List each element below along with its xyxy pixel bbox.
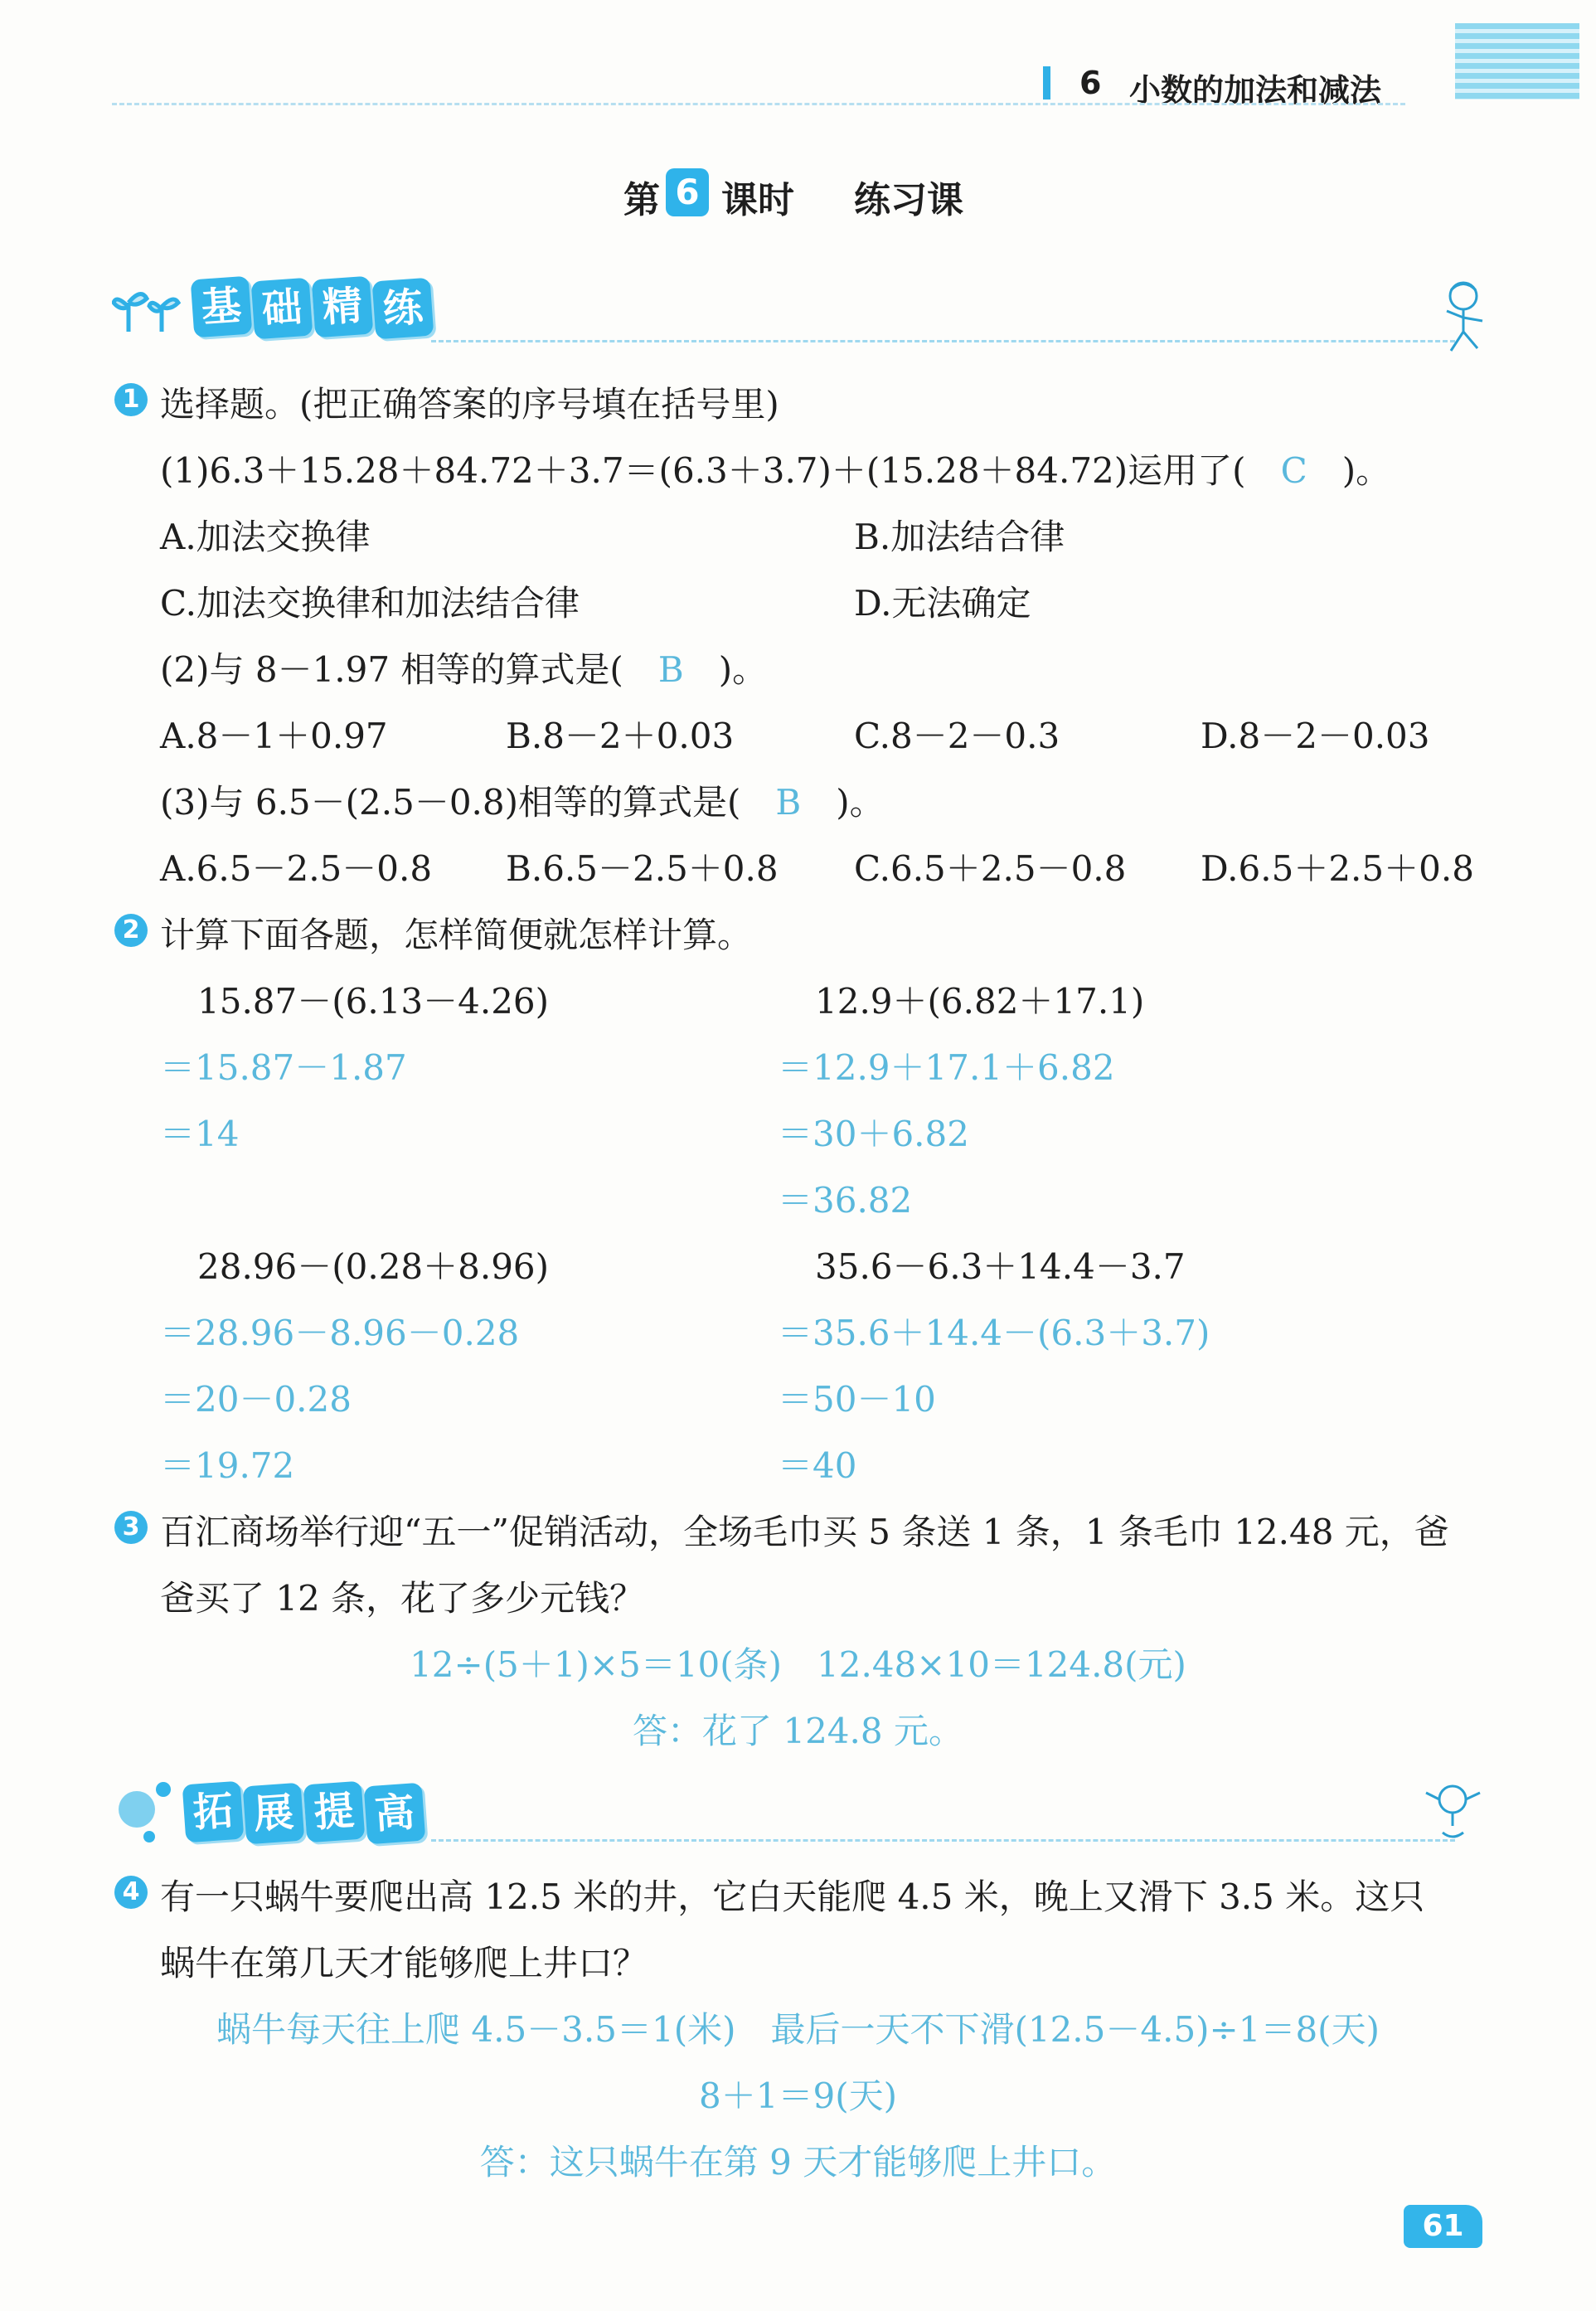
option-c: C.8－2－0.3 <box>854 716 1060 756</box>
question-number-badge: 2 <box>114 914 148 947</box>
header-divider <box>1043 66 1050 100</box>
option-d: D.8－2－0.03 <box>1201 716 1430 756</box>
header-rule <box>112 103 1405 105</box>
calc-step: ＝12.9＋17.1＋6.82 <box>778 1047 1115 1088</box>
option-a: A.6.5－2.5－0.8 <box>160 848 433 889</box>
page-number: 61 <box>1404 2205 1482 2248</box>
banner-char: 高 <box>364 1783 426 1845</box>
calc-step: ＝40 <box>778 1445 857 1486</box>
lesson-name: 练习课 <box>854 179 963 221</box>
q4-solution-line2: 8＋1＝9(天) <box>699 2076 897 2116</box>
q4-answer: 答：这只蜗牛在第 9 天才能够爬上井口。 <box>479 2142 1117 2182</box>
calc-expression: 12.9＋(6.82＋17.1) <box>815 981 1145 1022</box>
calc-expression: 35.6－6.3＋14.4－3.7 <box>815 1246 1186 1287</box>
calc-expression: 28.96－(0.28＋8.96) <box>197 1246 550 1287</box>
option-d: D.无法确定 <box>854 583 1031 624</box>
banner-char: 展 <box>243 1783 305 1845</box>
calc-step: ＝36.82 <box>778 1180 913 1221</box>
q4-text-line1: 有一只蜗牛要爬出高 12.5 米的井，它白天能爬 4.5 米，晚上又滑下 3.5 米。这只 <box>160 1876 1425 1917</box>
q3-text-line2: 爸买了 12 条，花了多少元钱？ <box>160 1578 645 1619</box>
answer-value: B <box>775 782 802 823</box>
banner-char: 础 <box>251 278 313 340</box>
q1-part2-stem: (2)与 8－1.97 相等的算式是( B )。 <box>160 649 768 690</box>
question-number-badge: 3 <box>114 1511 148 1544</box>
section-rule <box>431 1839 1455 1842</box>
unit-title: 小数的加法和减法 <box>1129 72 1382 109</box>
calc-step: ＝35.6＋14.4－(6.3＋3.7) <box>778 1313 1210 1353</box>
q3-text-line1: 百汇商场举行迎“五一”促销活动，全场毛巾买 5 条送 1 条，1 条毛巾 12.48 元，爸 <box>160 1512 1449 1552</box>
calc-step: ＝15.87－1.87 <box>160 1047 407 1088</box>
option-c: C.6.5＋2.5－0.8 <box>854 848 1127 889</box>
bubbles-icon <box>112 1775 187 1849</box>
calc-step: ＝50－10 <box>778 1379 936 1420</box>
section-rule <box>431 340 1455 342</box>
option-b: B.加法结合律 <box>854 517 1065 557</box>
calc-step: ＝14 <box>160 1114 240 1154</box>
banner-char: 练 <box>372 278 434 340</box>
option-a: A.加法交换律 <box>160 517 371 557</box>
q1-part1-stem: (1)6.3＋15.28＋84.72＋3.7＝(6.3＋3.7)＋(15.28＋84.72)运用了( C )。 <box>160 450 1391 491</box>
question-number-badge: 4 <box>114 1876 148 1909</box>
kid-doodle-icon <box>1418 1775 1488 1845</box>
banner-char: 提 <box>303 1781 366 1843</box>
calc-step: ＝20－0.28 <box>160 1379 352 1420</box>
calc-step: ＝28.96－8.96－0.28 <box>160 1313 520 1353</box>
banner-char: 基 <box>191 276 253 338</box>
q4-solution-line1: 蜗牛每天往上爬 4.5－3.5＝1(米) 最后一天不下滑(12.5－4.5)÷1＝8(天) <box>216 2009 1380 2050</box>
q2-prompt: 计算下面各题，怎样简便就怎样计算。 <box>160 915 753 955</box>
answer-value: C <box>1280 450 1307 491</box>
calc-step: ＝19.72 <box>160 1445 295 1486</box>
sprout-icon <box>112 278 182 336</box>
unit-number: 6 <box>1079 65 1102 101</box>
lesson-number: 6 <box>666 168 709 216</box>
calc-step: ＝30＋6.82 <box>778 1114 969 1154</box>
header-decoration <box>1455 23 1579 100</box>
option-d: D.6.5＋2.5＋0.8 <box>1201 848 1474 889</box>
q1-part3-stem: (3)与 6.5－(2.5－0.8)相等的算式是( B )。 <box>160 782 885 823</box>
calc-expression: 15.87－(6.13－4.26) <box>197 981 550 1022</box>
q4-text-line2: 蜗牛在第几天才能够爬上井口？ <box>160 1943 648 1983</box>
q3-answer: 答：花了 124.8 元。 <box>633 1711 963 1751</box>
title-prefix: 第 <box>623 179 660 221</box>
banner-char: 精 <box>312 276 374 338</box>
banner-char: 拓 <box>182 1781 245 1843</box>
answer-value: B <box>657 649 684 690</box>
option-a: A.8－1＋0.97 <box>160 716 388 756</box>
q3-solution: 12÷(5＋1)×5＝10(条) 12.48×10＝124.8(元) <box>410 1644 1186 1685</box>
option-b: B.6.5－2.5＋0.8 <box>506 848 779 889</box>
question-number-badge: 1 <box>114 383 148 416</box>
q1-prompt: 选择题。(把正确答案的序号填在括号里) <box>160 384 779 425</box>
option-b: B.8－2＋0.03 <box>506 716 735 756</box>
kid-doodle-icon <box>1434 278 1492 357</box>
title-suffix: 课时 <box>721 179 794 221</box>
option-c: C.加法交换律和加法结合律 <box>160 583 580 624</box>
